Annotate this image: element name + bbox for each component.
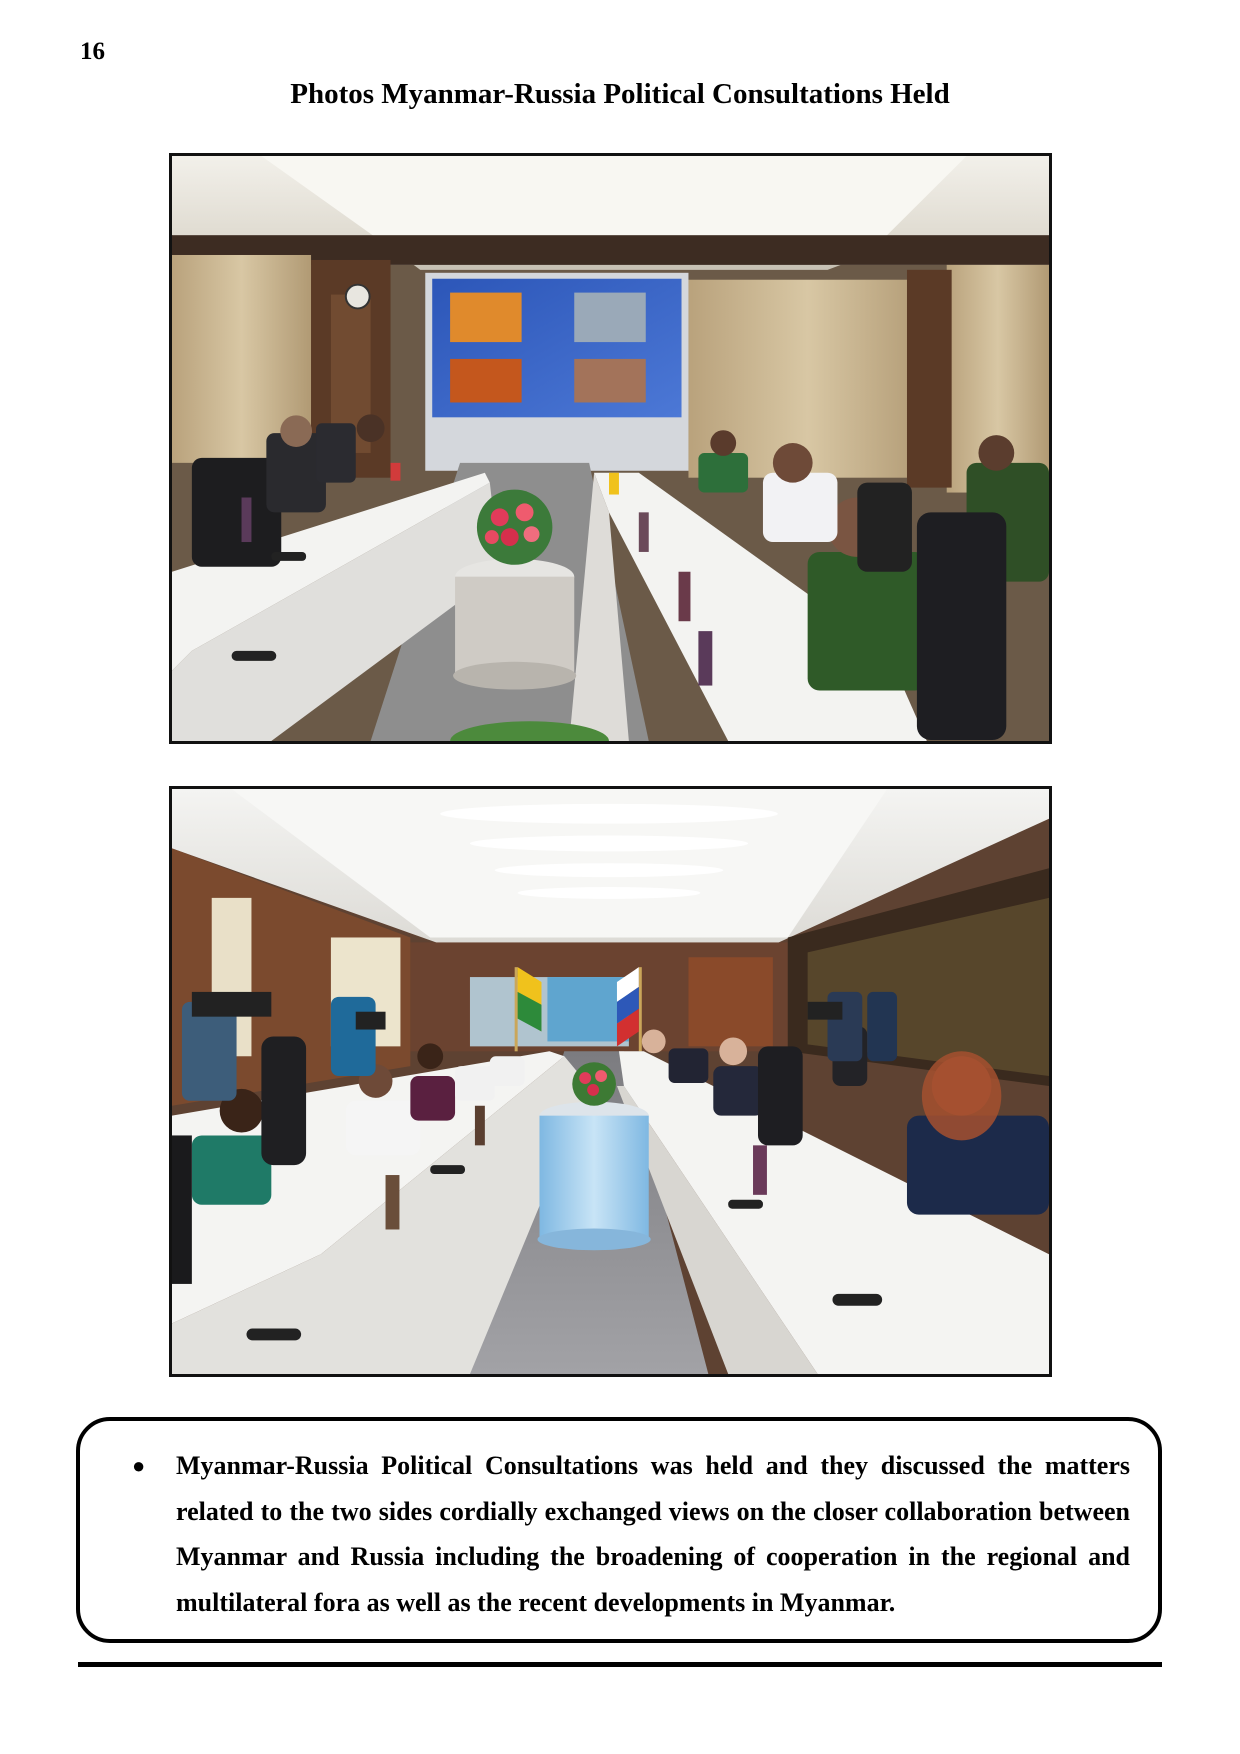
page-number: 16 [80, 38, 105, 65]
caption-item [120, 1443, 1130, 1625]
meeting-photo-presentation [169, 153, 1052, 744]
bullet-icon: ● [132, 1453, 146, 1478]
bottom-rule [78, 1662, 1162, 1667]
caption-list [120, 1443, 1130, 1625]
page-title: Photos Myanmar-Russia Political Consultations Held [290, 78, 950, 110]
caption-box [76, 1417, 1162, 1643]
meeting-photo-wide [169, 786, 1052, 1377]
caption-text: Myanmar-Russia Political Consultations was held and they discussed the matters related to the two sides cordially exchanged views on the closer collaboration between Myanmar and Russia including the broadening of cooperation in the regional and multilateral fora as well as the recent developments in Myanmar. [176, 1451, 1130, 1617]
